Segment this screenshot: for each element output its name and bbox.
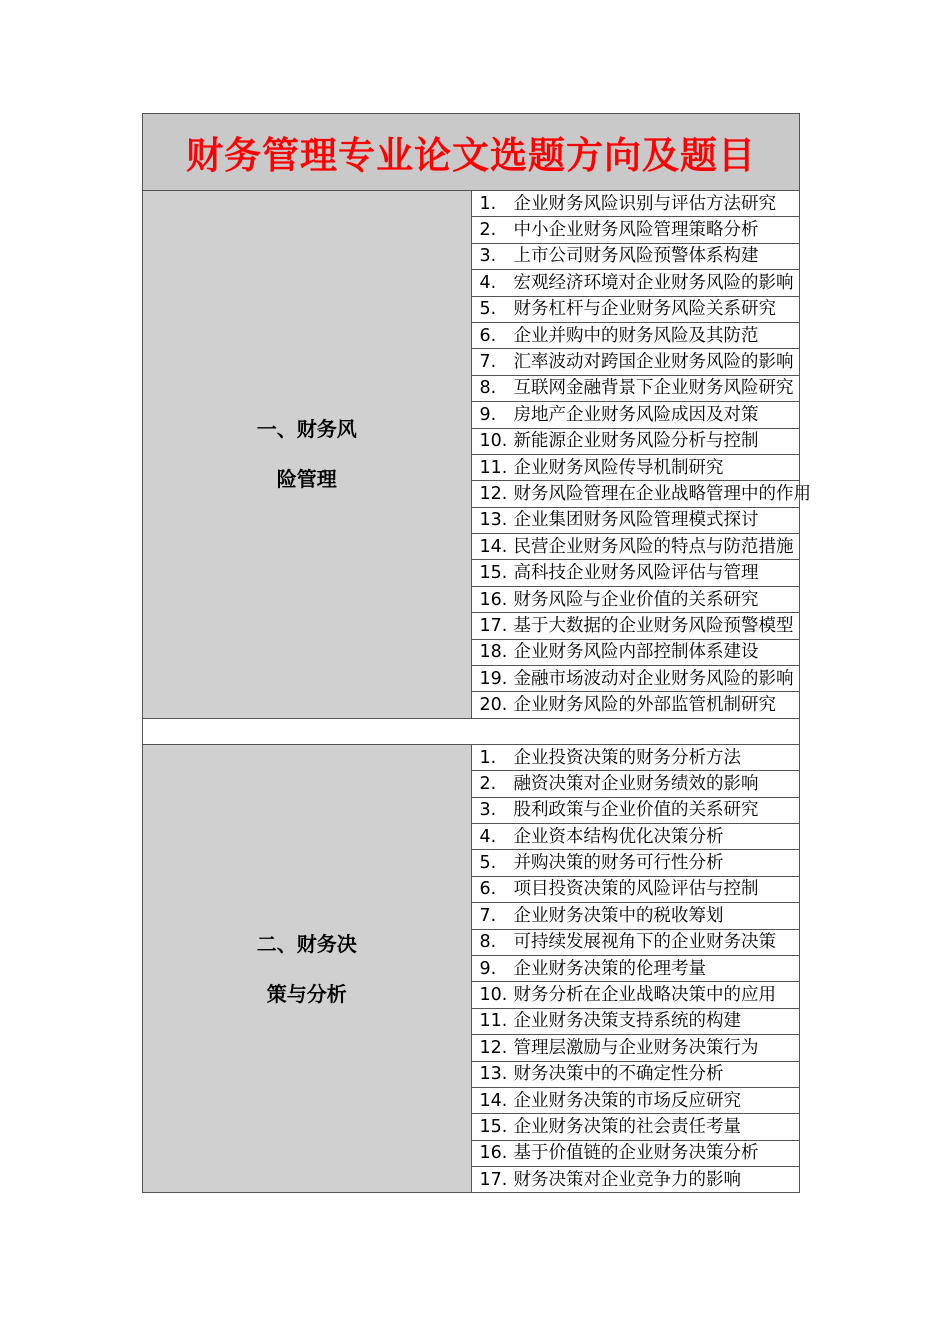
topic-item — [471, 243, 800, 269]
topic-text: 企业并购中的财务风险及其防范 — [513, 325, 759, 346]
category-cell — [143, 744, 472, 1193]
topic-number: 8. — [479, 932, 497, 953]
topic-number: 11. — [479, 457, 508, 478]
topic-item — [471, 1035, 800, 1061]
topic-number: 5. — [479, 299, 497, 320]
topic-text: 可持续发展视角下的企业财务决策 — [513, 932, 776, 953]
topic-number: 14. — [479, 536, 508, 557]
topic-number: 7. — [479, 905, 497, 926]
topic-number: 9. — [479, 404, 497, 425]
topic-item — [471, 1061, 800, 1087]
topic-item — [471, 217, 800, 243]
topic-item — [471, 797, 800, 823]
topic-item — [471, 402, 800, 428]
topic-text: 宏观经济环境对企业财务风险的影响 — [513, 272, 794, 293]
topic-text: 企业资本结构优化决策分析 — [513, 826, 724, 847]
topic-item — [471, 322, 800, 348]
topic-number: 3. — [479, 800, 497, 821]
topic-item — [471, 666, 800, 692]
topics-table-body — [143, 114, 811, 1193]
topic-item — [471, 1114, 800, 1140]
topic-item — [471, 534, 800, 560]
topic-text: 项目投资决策的风险评估与控制 — [513, 879, 759, 900]
topic-number: 6. — [479, 879, 497, 900]
spacer-cell — [143, 718, 800, 744]
topic-item — [471, 375, 800, 401]
topic-number: 1. — [479, 747, 497, 768]
topic-text: 高科技企业财务风险评估与管理 — [513, 563, 759, 584]
topic-text: 企业财务风险识别与评估方法研究 — [513, 193, 776, 214]
topic-number: 12. — [479, 483, 508, 504]
topic-number: 3. — [479, 246, 497, 267]
topic-item — [471, 1087, 800, 1113]
topic-item — [471, 1008, 800, 1034]
topic-number: 7. — [479, 352, 497, 373]
topic-text: 管理层激励与企业财务决策行为 — [513, 1037, 759, 1058]
topic-number: 18. — [479, 642, 508, 663]
topic-text: 财务杠杆与企业财务风险关系研究 — [513, 299, 776, 320]
topic-text: 并购决策的财务可行性分析 — [513, 853, 724, 874]
category-cell — [143, 191, 472, 719]
table-row — [143, 744, 800, 770]
topic-text: 企业财务决策的伦理考量 — [513, 958, 706, 979]
topic-item — [471, 692, 800, 718]
topic-number: 20. — [479, 695, 508, 716]
topic-number: 16. — [479, 1143, 508, 1164]
topic-number: 6. — [479, 325, 497, 346]
topic-item — [471, 270, 800, 296]
topic-number: 10. — [479, 985, 508, 1006]
topic-item — [471, 560, 800, 586]
topic-item — [471, 771, 800, 797]
topic-text: 财务决策中的不确定性分析 — [513, 1064, 724, 1085]
topic-text: 民营企业财务风险的特点与防范措施 — [513, 536, 794, 557]
topic-item — [471, 296, 800, 322]
topic-number: 1. — [479, 193, 497, 214]
topic-number: 2. — [479, 220, 497, 241]
spacer-row — [143, 718, 800, 744]
topic-text: 企业财务决策的社会责任考量 — [513, 1116, 741, 1137]
title-cell — [143, 114, 800, 191]
topic-text: 企业财务决策支持系统的构建 — [513, 1011, 741, 1032]
topic-item — [471, 1167, 800, 1193]
category-label-line1: 二、财务决 — [256, 931, 357, 956]
topic-item — [471, 586, 800, 612]
topic-text: 房地产企业财务风险成因及对策 — [513, 404, 759, 425]
topic-text: 融资决策对企业财务绩效的影响 — [513, 773, 759, 794]
category-label-line2: 策与分析 — [266, 981, 347, 1006]
topic-text: 企业财务决策的市场反应研究 — [513, 1090, 741, 1111]
topic-item — [471, 191, 800, 217]
topic-number: 15. — [479, 1116, 508, 1137]
topic-item — [471, 481, 811, 507]
topic-text: 企业集团财务风险管理模式探讨 — [513, 510, 759, 531]
topic-item — [471, 929, 800, 955]
page-title: 财务管理专业论文选题方向及题目 — [186, 134, 756, 177]
topic-text: 汇率波动对跨国企业财务风险的影响 — [513, 352, 794, 373]
topic-text: 金融市场波动对企业财务风险的影响 — [513, 668, 794, 689]
topic-item — [471, 744, 800, 770]
topic-number: 2. — [479, 773, 497, 794]
topic-item — [471, 955, 800, 981]
topic-item — [471, 982, 800, 1008]
topic-item — [471, 613, 800, 639]
topic-number: 9. — [479, 958, 497, 979]
topic-item — [471, 850, 800, 876]
title-row — [143, 114, 800, 191]
topic-number: 14. — [479, 1090, 508, 1111]
topic-text: 财务分析在企业战略决策中的应用 — [513, 985, 776, 1006]
topic-number: 19. — [479, 668, 508, 689]
topic-number: 17. — [479, 615, 508, 636]
topic-text: 企业财务风险的外部监管机制研究 — [513, 695, 776, 716]
topic-text: 基于大数据的企业财务风险预警模型 — [513, 615, 794, 636]
topic-number: 13. — [479, 510, 508, 531]
topic-number: 13. — [479, 1064, 508, 1085]
topic-item — [471, 349, 800, 375]
topic-text: 基于价值链的企业财务决策分析 — [513, 1143, 759, 1164]
topic-text: 财务风险与企业价值的关系研究 — [513, 589, 759, 610]
topic-number: 17. — [479, 1169, 508, 1190]
topic-item — [471, 454, 800, 480]
table-row — [143, 191, 800, 217]
topic-number: 11. — [479, 1011, 508, 1032]
topic-item — [471, 903, 800, 929]
category-label-line2: 险管理 — [276, 467, 337, 492]
topic-text: 上市公司财务风险预警体系构建 — [513, 246, 759, 267]
topic-number: 15. — [479, 563, 508, 584]
topic-text: 企业财务风险内部控制体系建设 — [513, 642, 759, 663]
topic-text: 企业财务风险传导机制研究 — [513, 457, 724, 478]
topic-number: 4. — [479, 826, 497, 847]
topic-item — [471, 876, 800, 902]
topic-item — [471, 428, 800, 454]
topic-text: 企业财务决策中的税收筹划 — [513, 905, 724, 926]
topic-text: 企业投资决策的财务分析方法 — [513, 747, 741, 768]
topic-number: 12. — [479, 1037, 508, 1058]
topic-text: 新能源企业财务风险分析与控制 — [513, 431, 759, 452]
topic-number: 8. — [479, 378, 497, 399]
topic-text: 中小企业财务风险管理策略分析 — [513, 220, 759, 241]
topic-number: 4. — [479, 272, 497, 293]
topic-item — [471, 1140, 800, 1166]
topic-number: 16. — [479, 589, 508, 610]
topic-text: 财务决策对企业竞争力的影响 — [513, 1169, 741, 1190]
topic-number: 10. — [479, 431, 508, 452]
category-label-line1: 一、财务风 — [256, 417, 357, 442]
topic-text: 股利政策与企业价值的关系研究 — [513, 800, 759, 821]
topic-item — [471, 507, 800, 533]
topic-item — [471, 639, 800, 665]
topic-item — [471, 823, 800, 849]
topic-number: 5. — [479, 853, 497, 874]
topic-text: 财务风险管理在企业战略管理中的作用 — [513, 483, 811, 504]
topic-text: 互联网金融背景下企业财务风险研究 — [513, 378, 794, 399]
topics-table — [142, 113, 811, 1193]
